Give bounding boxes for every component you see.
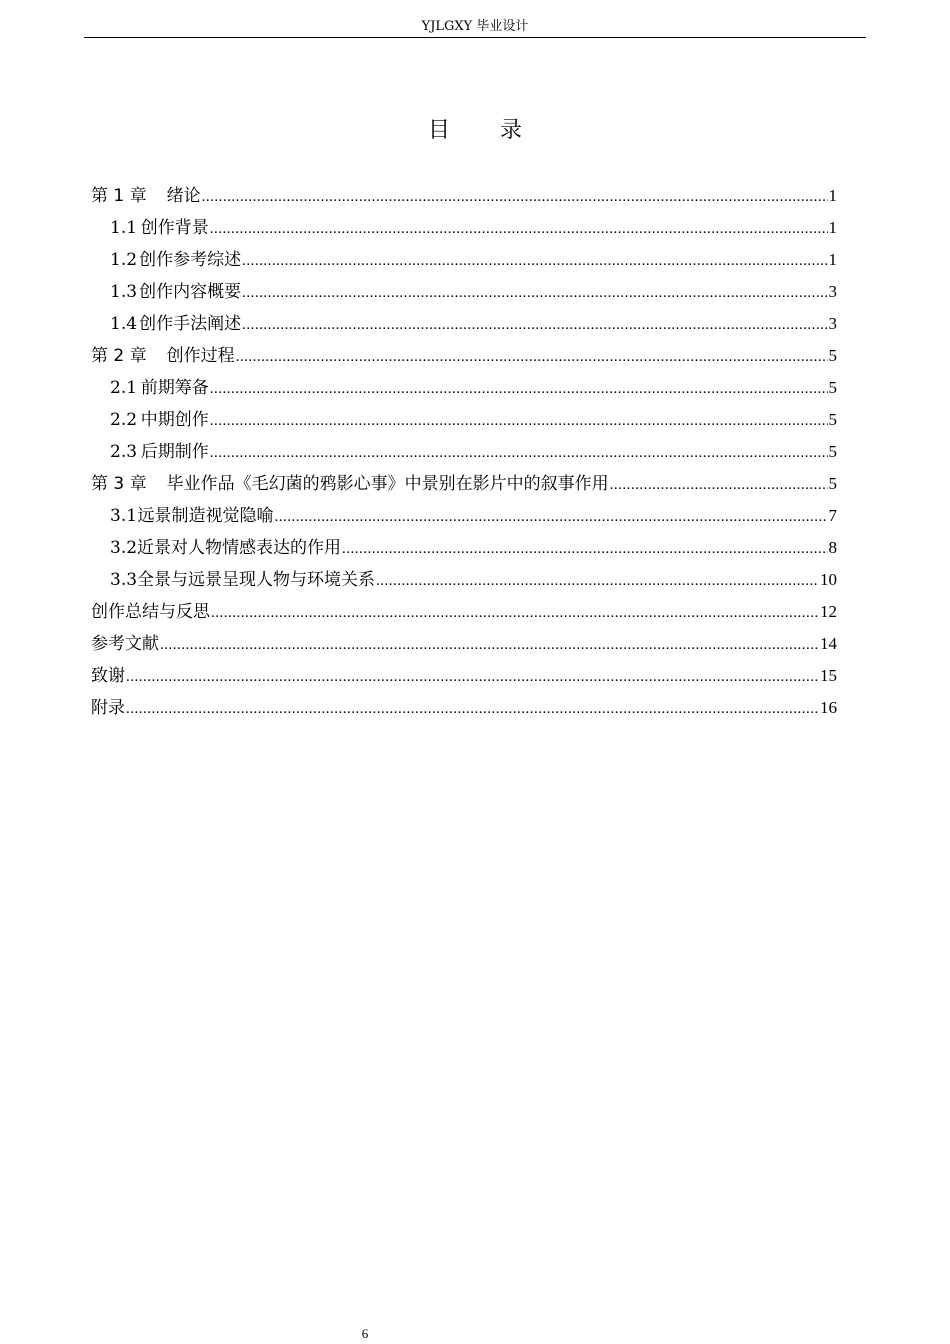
toc-entry-number: 1.3 — [110, 282, 138, 302]
toc-dot-leader — [275, 501, 828, 533]
toc-entry-page: 5 — [828, 346, 837, 365]
toc-entry-number: 第 2 章 — [91, 346, 147, 366]
toc-entry-label: 后期制作 — [140, 442, 209, 462]
toc-entry[interactable] — [91, 308, 837, 340]
toc-entry-page: 1 — [828, 186, 837, 205]
toc-dot-leader — [376, 565, 819, 597]
toc-entry-label: 近景对人物情感表达的作用 — [137, 538, 342, 558]
toc-entry[interactable] — [91, 596, 837, 628]
toc-entry-label: 创作过程 — [166, 346, 235, 366]
toc-dot-leader — [210, 405, 828, 437]
toc-entry[interactable] — [91, 244, 837, 276]
toc-entry[interactable] — [91, 564, 837, 596]
toc-dot-leader — [242, 245, 827, 277]
toc-entry[interactable] — [91, 340, 837, 372]
toc-entry-label: 致谢 — [91, 666, 125, 686]
toc-entry-label: 绪论 — [166, 186, 201, 206]
header-text: YJLGXY 毕业设计 — [421, 19, 529, 34]
toc-entry[interactable] — [91, 500, 837, 532]
toc-dot-leader — [242, 277, 827, 309]
toc-entry-label: 创作背景 — [140, 218, 209, 238]
toc-entry-page: 3 — [828, 282, 837, 301]
toc-dot-leader — [236, 341, 828, 373]
toc-entry-label: 附录 — [91, 698, 125, 718]
table-of-contents — [91, 180, 837, 724]
toc-entry-page: 3 — [828, 314, 837, 333]
toc-entry-page: 10 — [820, 570, 837, 589]
toc-entry-number: 3.1 — [110, 506, 138, 526]
toc-entry-number: 第 1 章 — [91, 186, 147, 206]
toc-entry-label: 全景与远景呈现人物与环境关系 — [137, 570, 376, 590]
toc-entry-page: 1 — [828, 218, 837, 237]
toc-entry-label: 中期创作 — [140, 410, 209, 430]
toc-dot-leader — [160, 629, 819, 661]
toc-entry[interactable] — [91, 468, 837, 500]
toc-entry-page: 7 — [828, 506, 837, 525]
toc-entry[interactable] — [91, 276, 837, 308]
toc-entry-label: 创作内容概要 — [139, 282, 242, 302]
toc-dot-leader — [202, 181, 828, 213]
toc-entry-page: 8 — [828, 538, 837, 557]
toc-entry[interactable] — [91, 692, 837, 724]
toc-entry[interactable] — [91, 660, 837, 692]
toc-entry-number: 第 3 章 — [91, 474, 147, 494]
toc-entry-number: 1.1 — [110, 218, 138, 238]
toc-dot-leader — [126, 661, 819, 693]
toc-entry-page: 5 — [828, 410, 837, 429]
toc-entry-number: 2.2 — [110, 410, 138, 430]
toc-entry-page: 5 — [828, 474, 837, 493]
toc-title: 目录 — [427, 118, 572, 143]
toc-entry[interactable] — [91, 436, 837, 468]
toc-dot-leader — [210, 213, 828, 245]
toc-entry-page: 5 — [828, 442, 837, 461]
toc-entry-page: 15 — [820, 666, 837, 685]
toc-entry-label: 毕业作品《毛幻菌的鸦影心事》中景别在影片中的叙事作用 — [166, 474, 609, 494]
toc-entry-number: 3.3 — [110, 570, 138, 590]
toc-dot-leader — [211, 597, 819, 629]
toc-dot-leader — [610, 469, 828, 501]
toc-entry-label: 参考文献 — [91, 634, 159, 654]
toc-entry-label: 前期筹备 — [140, 378, 209, 398]
toc-entry-number: 1.4 — [110, 314, 138, 334]
page-header — [84, 18, 866, 38]
toc-entry-label: 创作总结与反思 — [91, 602, 210, 622]
toc-entry[interactable] — [91, 180, 837, 212]
toc-entry-number: 2.3 — [110, 442, 138, 462]
toc-dot-leader — [342, 533, 827, 565]
toc-entry[interactable] — [91, 212, 837, 244]
toc-dot-leader — [210, 373, 828, 405]
toc-entry-label: 创作手法阐述 — [139, 314, 242, 334]
toc-dot-leader — [210, 437, 828, 469]
toc-entry-page: 14 — [820, 634, 837, 653]
toc-entry-number: 3.2 — [110, 538, 138, 558]
toc-entry-label: 创作参考综述 — [139, 250, 242, 270]
toc-entry-label: 远景制造视觉隐喻 — [137, 506, 274, 526]
toc-entry-page: 16 — [820, 698, 837, 717]
toc-entry-page: 5 — [828, 378, 837, 397]
toc-entry-number: 2.1 — [110, 378, 138, 398]
toc-dot-leader — [126, 693, 819, 725]
toc-entry-page: 1 — [828, 250, 837, 269]
toc-entry-number: 1.2 — [110, 250, 138, 270]
toc-entry[interactable] — [91, 532, 837, 564]
toc-dot-leader — [242, 309, 827, 341]
toc-entry[interactable] — [91, 404, 837, 436]
toc-entry[interactable] — [91, 372, 837, 404]
toc-entry[interactable] — [91, 628, 837, 660]
footer-page-number: 6 — [361, 1326, 369, 1341]
toc-entry-page: 12 — [820, 602, 837, 621]
